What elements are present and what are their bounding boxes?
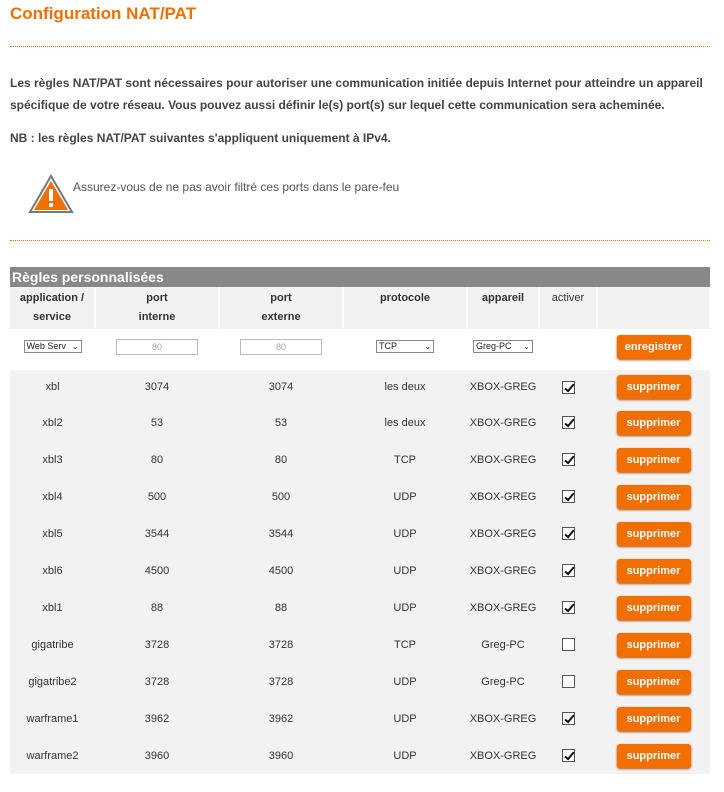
delete-button[interactable]: supprimer: [617, 633, 691, 657]
col-protocol: protocole: [343, 287, 467, 329]
device-cell: XBOX-GREG: [467, 589, 539, 626]
warning-text: Assurez-vous de ne pas avoir filtré ces ports dans le pare-feu: [73, 180, 400, 194]
active-checkbox[interactable]: [562, 601, 575, 614]
external-port-cell: 500: [219, 478, 343, 515]
protocol-cell: UDP: [343, 663, 467, 700]
internal-port-cell: 53: [95, 404, 219, 441]
intro-text: Les règles NAT/PAT sont nécessaires pour autoriser une communication initiée depuis Internet pour atteindre un appareil spécifique de votre réseau. Vous pouvez aussi définir le(s) port(s) sur lequel cette communication sera acheminée.: [10, 76, 703, 112]
col-application: application / service: [10, 287, 95, 329]
service-cell: xbl6: [10, 552, 95, 589]
device-cell: XBOX-GREG: [467, 700, 539, 737]
divider: [10, 46, 710, 47]
active-checkbox[interactable]: [562, 490, 575, 503]
rules-table: [10, 287, 711, 774]
protocol-cell: UDP: [343, 700, 467, 737]
table-row: [10, 589, 710, 626]
table-row: [10, 626, 710, 663]
active-checkbox[interactable]: [562, 381, 575, 394]
add-rule-row: [10, 329, 710, 367]
protocol-cell: UDP: [343, 589, 467, 626]
table-row: [10, 441, 710, 478]
protocol-cell: UDP: [343, 515, 467, 552]
table-row: [10, 404, 710, 441]
col-active: activer: [539, 287, 597, 329]
table-row: [10, 478, 710, 515]
protocol-cell: les deux: [343, 404, 467, 441]
delete-button[interactable]: supprimer: [617, 707, 691, 731]
warning-icon: [28, 173, 74, 215]
internal-port-cell: 3074: [95, 367, 219, 404]
delete-button[interactable]: supprimer: [617, 485, 691, 509]
protocol-cell: UDP: [343, 478, 467, 515]
service-cell: xbl5: [10, 515, 95, 552]
chevron-down-icon: ⌄: [424, 342, 431, 351]
divider: [10, 240, 710, 241]
device-cell: XBOX-GREG: [467, 478, 539, 515]
device-cell: XBOX-GREG: [467, 367, 539, 404]
device-cell: Greg-PC: [467, 663, 539, 700]
protocol-cell: TCP: [343, 441, 467, 478]
service-select[interactable]: Web Serv ⌄: [24, 340, 82, 353]
internal-port-cell: 88: [95, 589, 219, 626]
protocol-cell: TCP: [343, 626, 467, 663]
protocol-select[interactable]: TCP ⌄: [376, 340, 434, 353]
custom-rules-panel: [10, 267, 710, 774]
internal-port-cell: 80: [95, 441, 219, 478]
service-cell: xbl3: [10, 441, 95, 478]
delete-button[interactable]: supprimer: [617, 559, 691, 583]
rules-title: Règles personnalisées: [10, 267, 710, 287]
internal-port-cell: 3962: [95, 700, 219, 737]
external-port-cell: 3728: [219, 663, 343, 700]
active-checkbox[interactable]: [562, 527, 575, 540]
active-checkbox[interactable]: [562, 675, 575, 688]
device-cell: XBOX-GREG: [467, 441, 539, 478]
protocol-cell: les deux: [343, 367, 467, 404]
col-external-port: port externe: [219, 287, 343, 329]
device-cell: XBOX-GREG: [467, 404, 539, 441]
table-row: [10, 663, 710, 700]
device-cell: XBOX-GREG: [467, 737, 539, 774]
external-port-cell: 88: [219, 589, 343, 626]
service-cell: warframe1: [10, 700, 95, 737]
protocol-cell: UDP: [343, 737, 467, 774]
col-internal-port: port interne: [95, 287, 219, 329]
table-row: [10, 552, 710, 589]
internal-port-cell: 4500: [95, 552, 219, 589]
device-cell: XBOX-GREG: [467, 515, 539, 552]
external-port-cell: 3544: [219, 515, 343, 552]
active-checkbox[interactable]: [562, 712, 575, 725]
external-port-input[interactable]: 80: [240, 339, 322, 355]
device-cell: Greg-PC: [467, 626, 539, 663]
external-port-cell: 53: [219, 404, 343, 441]
service-cell: xbl1: [10, 589, 95, 626]
active-checkbox[interactable]: [562, 453, 575, 466]
table-row: [10, 700, 710, 737]
internal-port-input[interactable]: 80: [116, 339, 198, 355]
delete-button[interactable]: supprimer: [617, 375, 691, 399]
table-row: [10, 367, 710, 404]
delete-button[interactable]: supprimer: [617, 670, 691, 694]
service-cell: xbl4: [10, 478, 95, 515]
external-port-cell: 4500: [219, 552, 343, 589]
page-title: Configuration NAT/PAT: [10, 4, 197, 23]
external-port-cell: 3728: [219, 626, 343, 663]
ipv4-note: NB : les règles NAT/PAT suivantes s'appliquent uniquement à IPv4.: [10, 131, 391, 145]
service-cell: xbl: [10, 367, 95, 404]
delete-button[interactable]: supprimer: [617, 596, 691, 620]
delete-button[interactable]: supprimer: [617, 522, 691, 546]
active-checkbox[interactable]: [562, 749, 575, 762]
chevron-down-icon: ⌄: [71, 342, 79, 351]
col-device: appareil: [467, 287, 539, 329]
internal-port-cell: 500: [95, 478, 219, 515]
device-cell: XBOX-GREG: [467, 552, 539, 589]
external-port-cell: 3960: [219, 737, 343, 774]
table-header-row: [10, 287, 710, 329]
external-port-cell: 80: [219, 441, 343, 478]
protocol-cell: UDP: [343, 552, 467, 589]
active-checkbox[interactable]: [562, 564, 575, 577]
save-button[interactable]: enregistrer: [617, 335, 691, 359]
service-cell: xbl2: [10, 404, 95, 441]
delete-button[interactable]: supprimer: [617, 411, 691, 435]
external-port-cell: 3074: [219, 367, 343, 404]
table-row: [10, 515, 710, 552]
external-port-cell: 3962: [219, 700, 343, 737]
device-select[interactable]: Greg-PC ⌄: [473, 340, 533, 353]
active-checkbox[interactable]: [562, 638, 575, 651]
service-cell: warframe2: [10, 737, 95, 774]
service-cell: gigatribe: [10, 626, 95, 663]
internal-port-cell: 3728: [95, 663, 219, 700]
delete-button[interactable]: supprimer: [617, 448, 691, 472]
active-checkbox[interactable]: [562, 416, 575, 429]
internal-port-cell: 3544: [95, 515, 219, 552]
chevron-down-icon: ⌄: [523, 342, 530, 351]
internal-port-cell: 3960: [95, 737, 219, 774]
col-actions: [597, 287, 710, 329]
service-cell: gigatribe2: [10, 663, 95, 700]
table-row: [10, 737, 710, 774]
delete-button[interactable]: supprimer: [617, 744, 691, 768]
internal-port-cell: 3728: [95, 626, 219, 663]
